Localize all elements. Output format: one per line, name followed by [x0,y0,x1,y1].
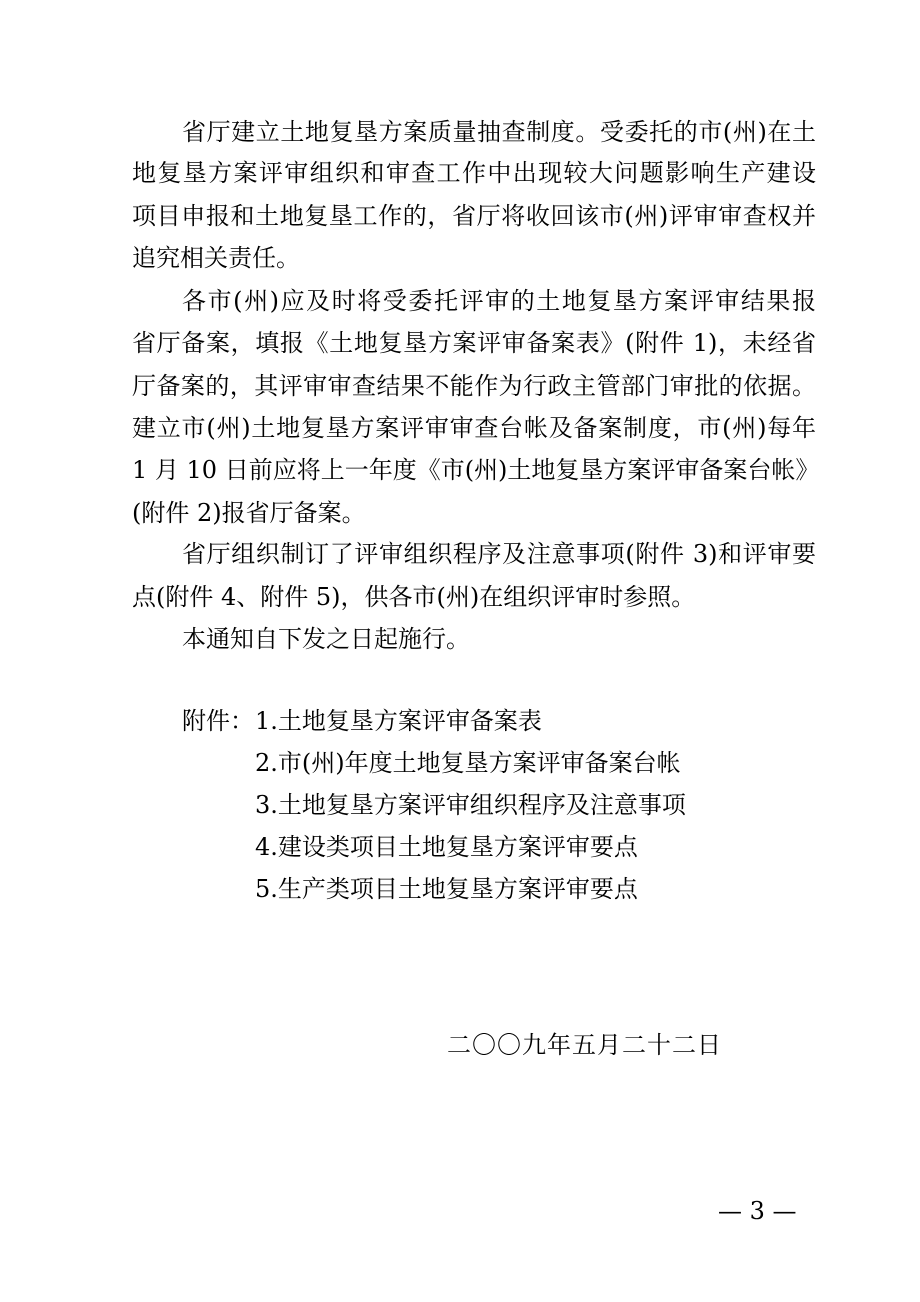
paragraph-line: 项目申报和土地复垦工作的，省厅将收回该市(州)评审审查权并 [132,202,816,230]
attachment-item: 4.建设类项目土地复垦方案评审要点 [255,833,638,861]
attachment-item: 3.土地复垦方案评审组织程序及注意事项 [255,791,686,819]
attachment-item: 5.生产类项目土地复垦方案评审要点 [255,875,638,903]
attachment-item: 2.市(州)年度土地复垦方案评审备案台帐 [255,749,681,777]
attachments-label: 附件： [182,707,254,735]
paragraph-line: 省厅组织制订了评审组织程序及注意事项(附件 3)和评审要 [182,540,816,568]
paragraph-line: 点(附件 4、附件 5)，供各市(州)在组织评审时参照。 [132,583,696,611]
paragraph-line: (附件 2)报省厅备案。 [132,499,366,527]
paragraph-line: 1 月 10 日前应将上一年度《市(州)土地复垦方案评审备案台帐》 [132,456,820,484]
paragraph-line: 省厅建立土地复垦方案质量抽查制度。受委托的市(州)在土 [182,118,816,146]
paragraph-line: 建立市(州)土地复垦方案评审审查台帐及备案制度，市(州)每年 [132,414,816,442]
attachment-item: 1.土地复垦方案评审备案表 [255,707,542,735]
paragraph-line: 省厅备案，填报《土地复垦方案评审备案表》(附件 1)，未经省 [132,329,816,357]
paragraph-line: 各市(州)应及时将受委托评审的土地复垦方案评审结果报 [182,287,816,315]
paragraph-line: 地复垦方案评审组织和审查工作中出现较大问题影响生产建设 [132,159,816,187]
paragraph-line: 厅备案的，其评审审查结果不能作为行政主管部门审批的依据。 [132,372,816,400]
paragraph-line: 追究相关责任。 [132,244,300,272]
issue-date: 二〇〇九年五月二十二日 [447,1031,722,1059]
paragraph-line: 本通知自下发之日起施行。 [182,625,470,653]
page-number: — 3 — [718,1197,797,1225]
